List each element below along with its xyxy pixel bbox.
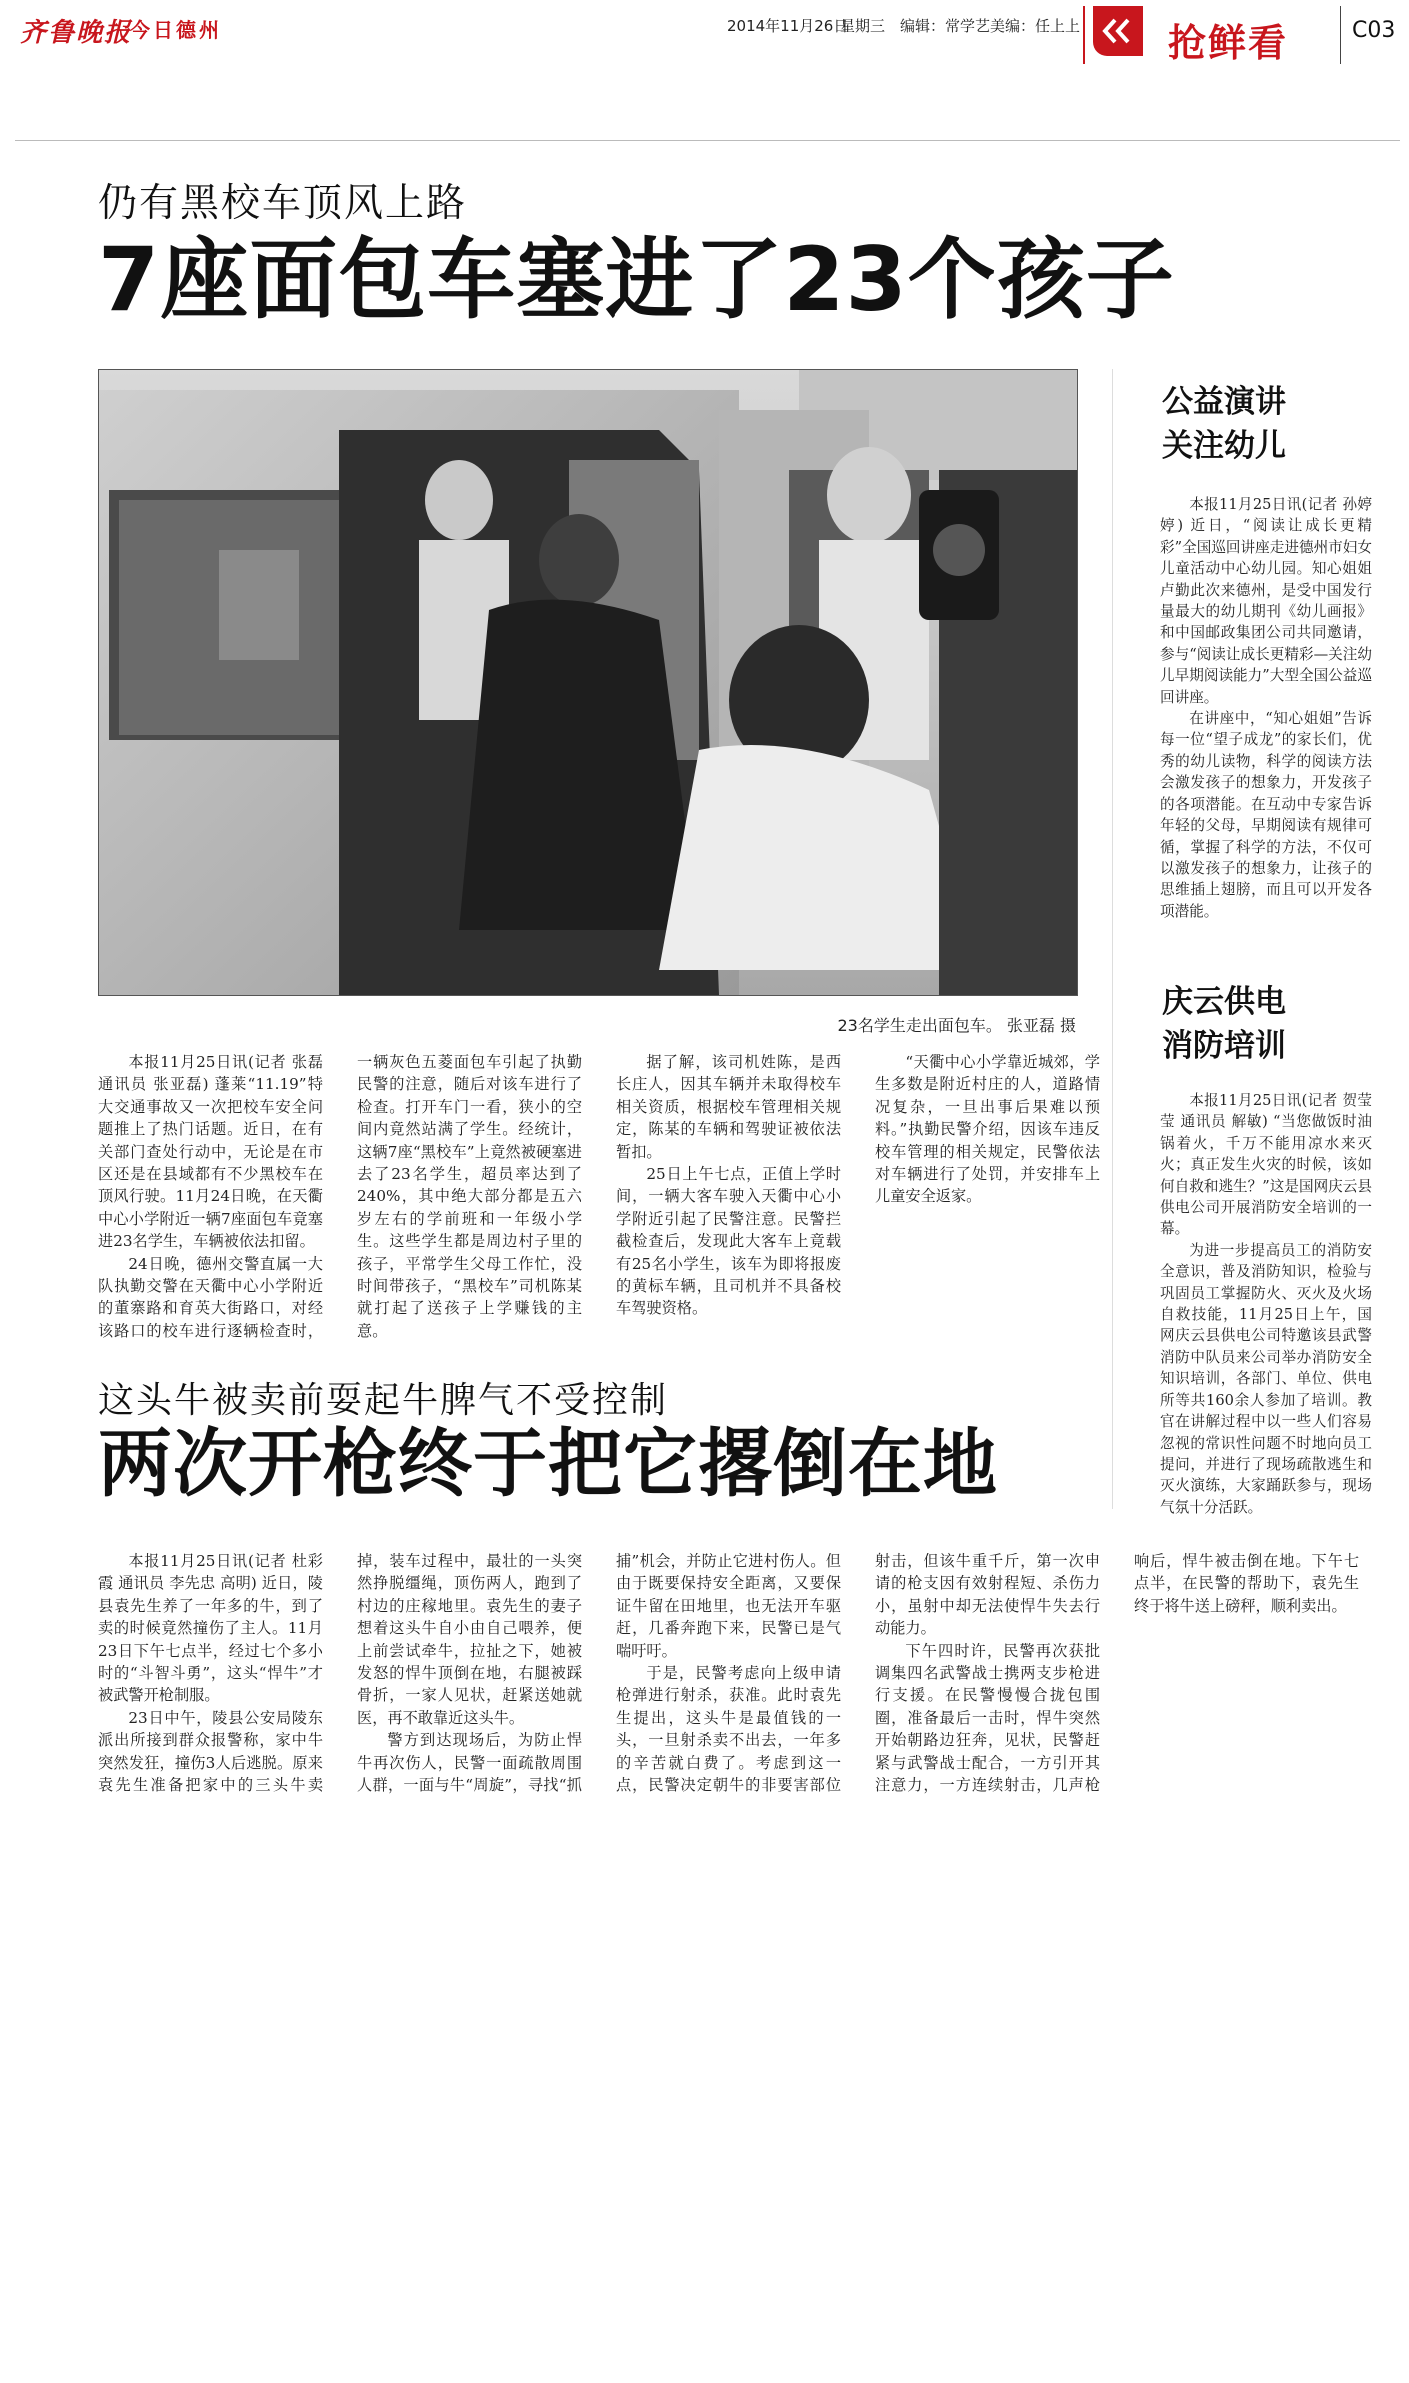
column-tag: 抢鲜看: [1168, 21, 1289, 65]
masthead-rule: [15, 140, 1400, 141]
masthead-divider: [1083, 6, 1085, 64]
story1-paragraph: 24日晚，德州交警直属一大队执勤交警在天衢中心小学附近的董寨路和育英大街路口，对经该路口的校车进行逐辆检查时，一辆灰色五菱面包车引起了执勤民警的注意，随后对该车进行了检查。打开车门一看，狭小的空间内竟然站满了学生。经统计，这辆7座“黑校车”上竟然被硬塞进去了23名学生，超员率达到了240%，其中绝大部分都是五六岁左右的学前班和一年级小学生。这些学生都是周边村子里的孩子，平常学生父母工作忙，没时间带孩子，“黑校车”司机陈某就打起了送孩子上学赚钱的主意。: [98, 1053, 582, 1340]
story2-subheadline: 这头牛被卖前耍起牛脾气不受控制: [98, 1380, 669, 1421]
page-number-divider: [1340, 6, 1341, 64]
sidebar-item-2-body: [1160, 1090, 1372, 1516]
issue-weekday: 星期三: [840, 17, 886, 35]
sidebar-item-1-title-line1: 公益演讲: [1162, 384, 1286, 420]
story1-paragraph: 25日上午七点，正值上学时间，一辆大客车驶入天衢中心小学附近引起了民警注意。民警拦截检查后，发现此大客车上竟载有25名小学生，该车为即将报废的黄标车辆，且司机并不具备校车驾驶资格。: [616, 1165, 841, 1318]
sidebar-item-2-title: [1162, 980, 1286, 1068]
story1-body: [98, 1051, 1100, 1343]
editor-credit: 编辑：常学艺: [900, 17, 991, 35]
sidebar-item-2-paragraph: 本报11月25日讯(记者 贺莹莹 通讯员 解敏) “当您做饭时油锅着火，千万不能用凉水来灭火；真正发生火灾的时候，该如何自救和逃生？”这是国网庆云县供电公司开展消防安全培训的一幕。: [1160, 1092, 1372, 1238]
designer-credit: 美编：任上上: [990, 17, 1081, 35]
sidebar-item-1-paragraph: 在讲座中，“知心姐姐”告诉每一位“望子成龙”的家长们，优秀的幼儿读物，科学的阅读方法会激发孩子的想象力，开发孩子的各项潜能。在互动中专家告诉年轻的父母，早期阅读有规律可循，掌握了科学的方法，不仅可以激发孩子的想象力，让孩子的思维插上翅膀，而且可以开发各项潜能。: [1160, 710, 1372, 920]
news-photo: [98, 369, 1078, 996]
page-number: C03: [1352, 18, 1396, 43]
minibus-photo-illustration: [99, 370, 1077, 995]
issue-date: 2014年11月26日: [727, 17, 849, 35]
sidebar-item-1-title-line2: 关注幼儿: [1162, 428, 1286, 464]
story2-paragraph: 下午四时许，民警再次获批调集四名武警战士携两支步枪进行支援。在民警慢慢合拢包围圈，准备最后一击时，悍牛突然开始朝路边狂奔，见状，民警赶紧与武警战士配合，一方引开其注意力，一方连续射击，几声枪响后，悍牛被击倒在地。下午七点半，在民警的帮助下，袁先生终于将牛送上磅秤，顺利卖出。: [875, 1552, 1359, 1795]
sidebar-item-2-title-line1: 庆云供电: [1162, 984, 1286, 1020]
story1-subheadline: 仍有黑校车顶风上路: [98, 181, 468, 226]
double-chevron-left-icon: [1101, 18, 1135, 44]
story1-headline: 7座面包车塞进了23个孩子: [98, 228, 1175, 331]
story1-paragraph: “天衢中心小学靠近城郊，学生多数是附近村庄的人，道路情况复杂，一旦出事后果难以预料。”执勤民警介绍，因该车违反校车管理的相关规定，民警依法对车辆进行了处罚，并安排车上儿童安全返家。: [875, 1053, 1100, 1206]
story2-body: [98, 1550, 1359, 1815]
story2-headline: 两次开枪终于把它撂倒在地: [98, 1421, 998, 1507]
sidebar-item-2-title-line2: 消防培训: [1162, 1028, 1286, 1064]
story2-paragraph: 23日中午，陵县公安局陵东派出所接到群众报警称，家中牛突然发狂，撞伤3人后逃脱。原来袁先生准备把家中的三头牛卖掉，装车过程中，最壮的一头突然挣脱缰绳，顶伤两人，跑到了村边的庄稼地里。袁先生的妻子想着这头牛自小由自己喂养，便上前尝试牵牛，拉扯之下，她被发怒的悍牛顶倒在地，右腿被踩骨折，一家人见状，赶紧送她就医，再不敢靠近这头牛。: [98, 1552, 582, 1795]
newspaper-brand: 齐鲁晚报: [20, 18, 133, 48]
photo-caption: 23名学生走出面包车。 张亚磊 摄: [837, 1016, 1076, 1035]
section-name: 今日德州: [130, 18, 222, 42]
sidebar-item-1-paragraph: 本报11月25日讯(记者 孙婷婷) 近日，“阅读让成长更精彩”全国巡回讲座走进德州市妇女儿童活动中心幼儿园。知心姐姐卢勤此次来德州，是受中国发行量最大的幼儿期刊《幼儿画报》和中国邮政集团公司共同邀请，参与“阅读让成长更精彩—关注幼儿早期阅读能力”大型全国公益巡回讲座。: [1160, 496, 1372, 706]
story1-paragraph: 据了解，该司机姓陈，是西长庄人，因其车辆并未取得校车相关资质，根据校车管理相关规定，陈某的车辆和驾驶证被依法暂扣。: [616, 1053, 841, 1161]
story2-paragraph: 警方到达现场后，为防止悍牛再次伤人，民警一面疏散周围人群，一面与牛“周旋”，寻找“抓捕”机会，并防止它进村伤人。但由于既要保持安全距离，又要保证牛留在田地里，也无法开车驱赶，几番奔跑下来，民警已是气喘吁吁。: [357, 1552, 841, 1795]
story2-paragraph: 本报11月25日讯(记者 杜彩霞 通讯员 李先忠 高明) 近日，陵县袁先生养了一年多的牛，到了卖的时候竟然撞伤了主人。11月23日下午七点半，经过七个多小时的“斗智斗勇”，这头“悍牛”才被武警开枪制服。: [98, 1552, 323, 1705]
story1-paragraph: 本报11月25日讯(记者 张磊 通讯员 张亚磊) 蓬莱“11.19”特大交通事故又一次把校车安全问题推上了热门话题。近日，在有关部门查处行动中，无论是在市区还是在县域都有不少黑校车在顶风行驶。11月24日晚，在天衢中心小学附近一辆7座面包车竟塞进23名学生，车辆被依法扣留。: [98, 1053, 323, 1251]
sidebar-item-2-paragraph: 为进一步提高员工的消防安全意识，普及消防知识，检验与巩固员工掌握防火、灭火及火场自救技能，11月25日上午，国网庆云县供电公司特邀该县武警消防中队员来公司举办消防安全知识培训，各部门、单位、供电所等共160余人参加了培训。教官在讲解过程中以一些人们容易忽视的常识性问题不时地向员工提问，并进行了现场疏散逃生和灭火演练，大家踊跃参与，现场气氛十分活跃。: [1160, 1241, 1372, 1516]
sidebar-divider: [1112, 369, 1113, 1509]
story2-paragraph: 于是，民警考虑向上级申请枪弹进行射杀，获准。此时袁先生提出，这头牛是最值钱的一头，一旦射杀卖不出去，一年多的辛苦就白费了。考虑到这一点，民警决定朝牛的非要害部位射击，但该牛重千斤，第一次申请的枪支因有效射程短、杀伤力小，虽射中却无法使悍牛失去行动能力。: [616, 1552, 1100, 1795]
column-logo: [1093, 6, 1143, 56]
sidebar-item-1-body: [1160, 494, 1372, 954]
sidebar-item-1-title: [1162, 380, 1286, 468]
